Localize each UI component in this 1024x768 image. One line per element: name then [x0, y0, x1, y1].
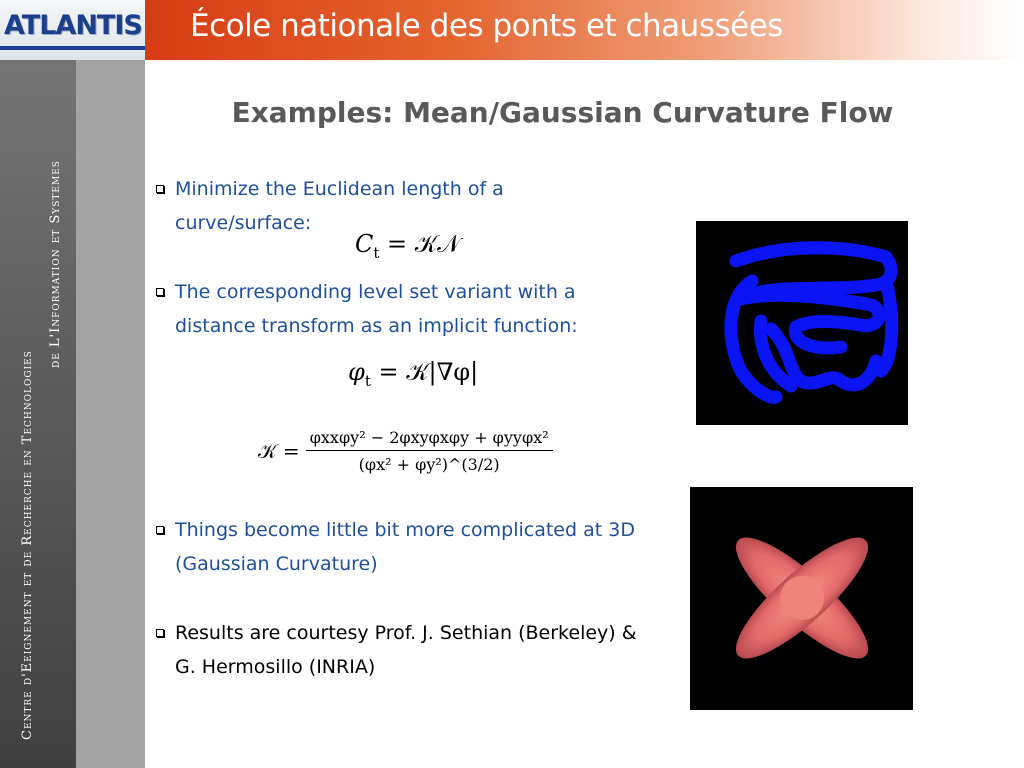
formula-fraction: [306, 428, 553, 474]
logo-text: ATLANTIS: [4, 10, 142, 41]
pink-x-shape-illustration: [690, 487, 913, 710]
formula-lhs: φ: [348, 358, 365, 386]
bullet-box-icon: [156, 526, 164, 534]
bullet-text: The corresponding level set variant with a distance transform as an implicit function:: [175, 281, 578, 337]
bullet-box-icon: [156, 185, 164, 193]
formula-sub: t: [364, 371, 371, 390]
bullet-text: Things become little bit more complicated at 3D (Gaussian Curvature): [175, 519, 635, 575]
logo-underline: [0, 46, 145, 50]
slide-title: Examples: Mean/Gaussian Curvature Flow: [231, 96, 894, 129]
formula-sub: t: [373, 243, 380, 262]
sidebar-text-line1: Centre d'Eeignement et de Recherche en Technologies: [20, 350, 35, 740]
formula-lhs: C: [355, 230, 374, 258]
formula-level-set: [348, 358, 478, 390]
blue-curve-illustration: [696, 221, 908, 425]
bullet-box-icon: [156, 288, 164, 296]
gaussian-curvature-image: [690, 487, 913, 710]
formula-curve-flow: [355, 230, 460, 262]
header: [0, 0, 1024, 60]
formula-lhs: 𝒦 =: [258, 439, 300, 463]
curve-flow-image: [696, 221, 908, 425]
bullet-item: [175, 513, 665, 581]
sidebar-light: [76, 60, 145, 768]
banner-title: École nationale des ponts et chaussées: [190, 8, 783, 44]
bullet-item: [175, 275, 645, 343]
formula-curvature: [258, 428, 553, 474]
bullet-box-icon: [156, 629, 164, 637]
sidebar-text-line2: de L'Information et Systemes: [48, 160, 63, 368]
formula-denominator: (φx² + φy²)^(3/2): [358, 455, 500, 474]
bullet-text: Results are courtesy Prof. J. Sethian (Berkeley) & G. Hermosillo (INRIA): [175, 622, 637, 678]
atlantis-logo: [0, 0, 145, 60]
bullet-item: [175, 616, 645, 684]
formula-rhs: = 𝒦𝒩: [379, 230, 461, 258]
formula-numerator: φxxφy² − 2φxyφxφy + φyyφx²: [306, 428, 553, 451]
school-banner: [145, 0, 1024, 60]
bullet-text: Minimize the Euclidean length of a curve/surface:: [175, 178, 504, 234]
formula-rhs: = 𝒦|∇φ|: [370, 358, 479, 386]
sidebar-dark: [0, 60, 76, 768]
